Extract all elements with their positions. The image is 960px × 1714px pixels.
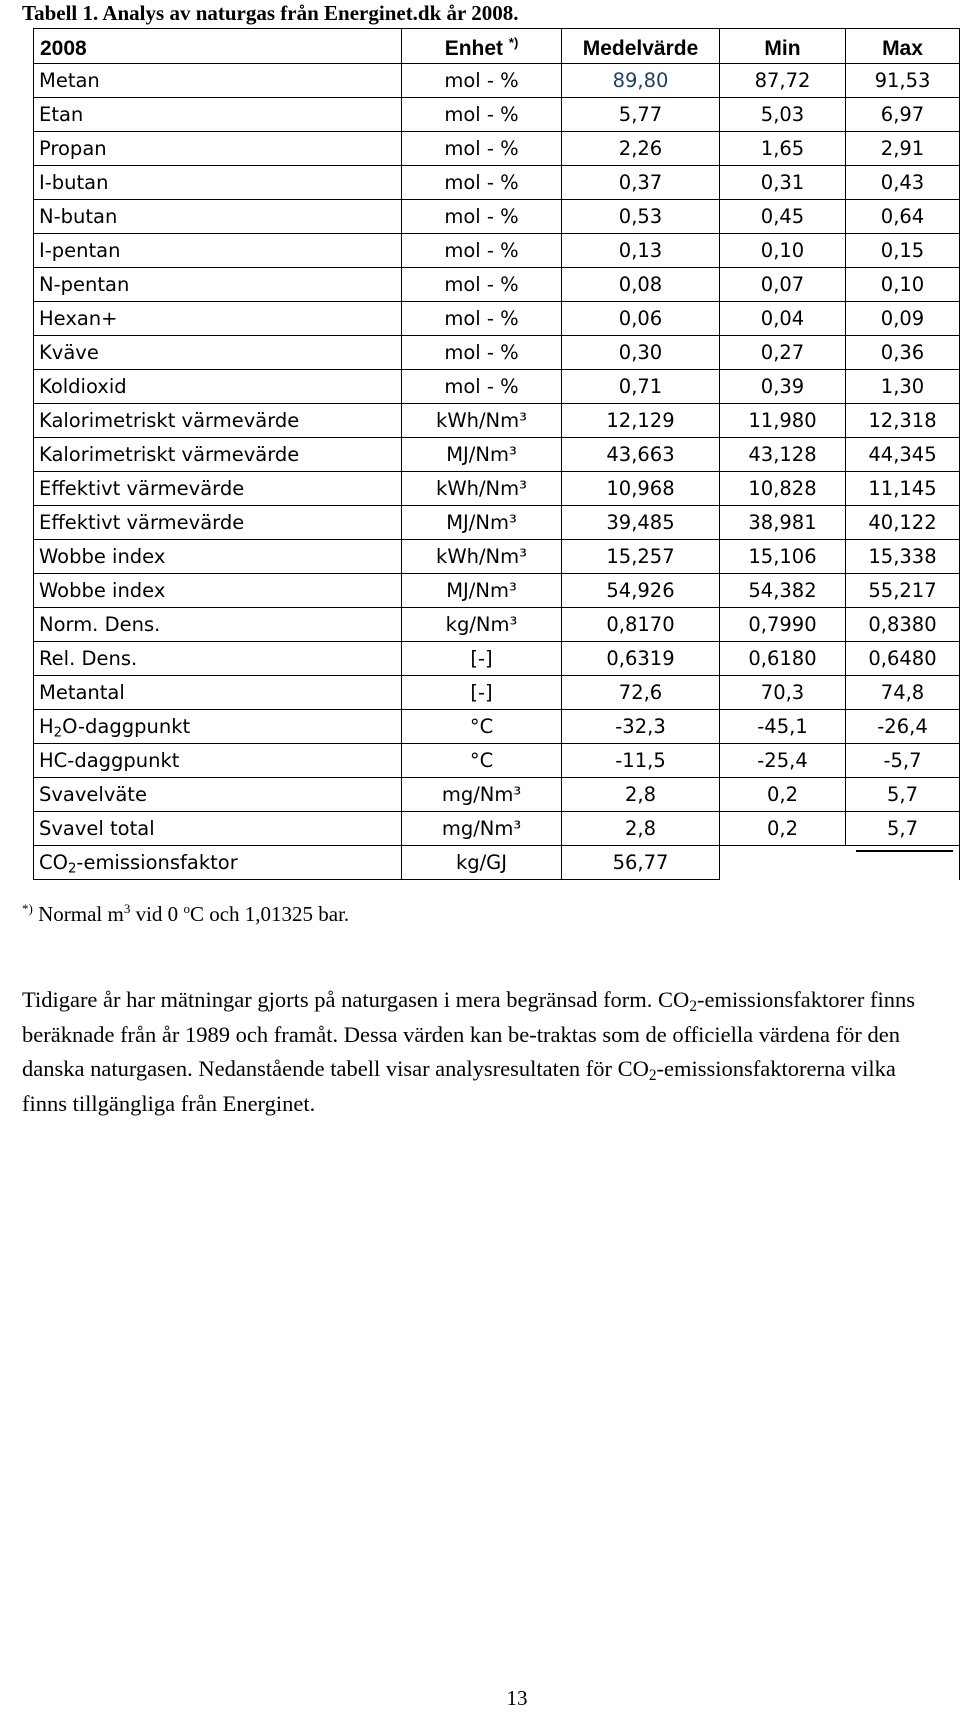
row-min: 1,65 [720,132,846,166]
row-unit: mol - % [402,370,562,404]
table-row [34,540,960,574]
row-name: Propan [34,132,402,166]
row-min: 0,10 [720,234,846,268]
row-max: 55,217 [846,574,960,608]
row-max: -26,4 [846,710,960,744]
row-max: 0,15 [846,234,960,268]
row-name: Kväve [34,336,402,370]
table-header-row [34,29,960,64]
row-max-empty [846,846,960,880]
table-row [34,642,960,676]
row-name: Metantal [34,676,402,710]
body-paragraph [22,983,922,1121]
row-mean: 89,80 [562,64,720,98]
row-max: -5,7 [846,744,960,778]
row-mean: 2,26 [562,132,720,166]
row-min: 38,981 [720,506,846,540]
table-caption: Tabell 1. Analys av naturgas från Energinet.dk år 2008. [22,1,519,25]
row-name-suffix: -emissionsfaktor [76,851,238,874]
table-row [34,268,960,302]
row-mean: 2,8 [562,812,720,846]
table-row [34,574,960,608]
table-row [34,200,960,234]
table-row [34,438,960,472]
row-name-suffix: O-daggpunkt [62,715,191,738]
row-name: Norm. Dens. [34,608,402,642]
header-min: Min [720,29,846,64]
header-mean: Medelvärde [562,29,720,64]
table-row [34,98,960,132]
row-unit: mg/Nm³ [402,778,562,812]
row-unit: °C [402,744,562,778]
row-name: Svavelväte [34,778,402,812]
row-min: 43,128 [720,438,846,472]
row-unit: [-] [402,676,562,710]
row-unit: mol - % [402,166,562,200]
row-mean: 72,6 [562,676,720,710]
row-unit: MJ/Nm³ [402,438,562,472]
row-min: 5,03 [720,98,846,132]
row-max: 0,64 [846,200,960,234]
row-unit: mol - % [402,64,562,98]
row-min: 0,2 [720,812,846,846]
table-row [34,744,960,778]
row-mean: 12,129 [562,404,720,438]
row-name: Rel. Dens. [34,642,402,676]
table-row [34,846,960,880]
row-name: HC-daggpunkt [34,744,402,778]
paragraph-sub-1: 2 [689,997,697,1015]
footnote [22,900,349,928]
table-row [34,676,960,710]
table-row [34,336,960,370]
row-unit: mol - % [402,336,562,370]
row-mean: 56,77 [562,846,720,880]
table-row [34,166,960,200]
row-min: 11,980 [720,404,846,438]
row-unit: MJ/Nm³ [402,506,562,540]
row-max: 1,30 [846,370,960,404]
table-row [34,472,960,506]
table-row [34,234,960,268]
row-max: 5,7 [846,812,960,846]
footnote-text-2: vid 0 [130,902,184,926]
row-min: 87,72 [720,64,846,98]
row-min-empty [720,846,846,880]
row-name [34,710,402,744]
row-mean: 5,77 [562,98,720,132]
row-min: -45,1 [720,710,846,744]
row-unit: mol - % [402,98,562,132]
row-max: 0,10 [846,268,960,302]
row-mean: 0,30 [562,336,720,370]
table-row [34,812,960,846]
row-min: 0,04 [720,302,846,336]
row-unit: kWh/Nm³ [402,404,562,438]
row-name-prefix: H [39,715,54,738]
row-name: I-pentan [34,234,402,268]
row-name: Kalorimetriskt värmevärde [34,438,402,472]
row-name: N-pentan [34,268,402,302]
row-unit: kWh/Nm³ [402,472,562,506]
row-max: 5,7 [846,778,960,812]
table-row [34,506,960,540]
row-max: 0,6480 [846,642,960,676]
row-mean: 0,13 [562,234,720,268]
row-max: 0,09 [846,302,960,336]
row-min: 0,2 [720,778,846,812]
row-min: 0,6180 [720,642,846,676]
row-name: Koldioxid [34,370,402,404]
row-mean: 0,37 [562,166,720,200]
paragraph-part-2: -emissionsfaktorer finns beräknade från år 1989 och framåt. Dessa värden kan be-traktas som de officiella värdena för den danska naturgasen. Nedanstående tabell visar analysresultaten för CO [22,987,916,1081]
table-row [34,778,960,812]
table-row [34,404,960,438]
row-name: Hexan+ [34,302,402,336]
row-mean: 43,663 [562,438,720,472]
row-min: 0,39 [720,370,846,404]
row-name: N-butan [34,200,402,234]
row-min: 0,31 [720,166,846,200]
row-max: 11,145 [846,472,960,506]
row-min: 0,07 [720,268,846,302]
header-unit-label: Enhet [444,36,504,60]
row-max: 2,91 [846,132,960,166]
row-name: Metan [34,64,402,98]
page-number: 13 [506,1686,528,1710]
row-name [34,846,402,880]
row-max: 0,8380 [846,608,960,642]
row-name: I-butan [34,166,402,200]
row-name: Etan [34,98,402,132]
row-name: Wobbe index [34,574,402,608]
row-mean: 10,968 [562,472,720,506]
table-row [34,370,960,404]
row-unit: mol - % [402,200,562,234]
row-mean: 0,08 [562,268,720,302]
row-mean: 39,485 [562,506,720,540]
paragraph-sub-2: 2 [648,1066,657,1084]
footnote-sup-m: 3 [123,901,131,917]
paragraph-part-1: Tidigare år har mätningar gjorts på naturgasen i mera begränsad form. CO [22,987,690,1012]
table-row [34,608,960,642]
row-mean: 0,53 [562,200,720,234]
row-mean: -32,3 [562,710,720,744]
row-max: 74,8 [846,676,960,710]
table-body [34,64,960,880]
header-unit [402,29,562,64]
row-name: Kalorimetriskt värmevärde [34,404,402,438]
footnote-mark: *) [22,901,33,917]
row-max: 40,122 [846,506,960,540]
row-mean: 54,926 [562,574,720,608]
row-max: 0,43 [846,166,960,200]
gas-analysis-table [33,28,960,880]
row-min: 54,382 [720,574,846,608]
header-max: Max [846,29,960,64]
row-max: 12,318 [846,404,960,438]
row-unit: mol - % [402,234,562,268]
table-row [34,132,960,166]
paragraph-part-3: -emissionsfaktorerna vilka finns tillgängliga från Energinet. [22,1056,896,1116]
row-max: 0,36 [846,336,960,370]
row-mean: 0,71 [562,370,720,404]
row-name-prefix: CO [39,851,68,874]
row-unit: kg/Nm³ [402,608,562,642]
row-unit: mg/Nm³ [402,812,562,846]
row-unit: [-] [402,642,562,676]
row-max: 15,338 [846,540,960,574]
row-min: 0,27 [720,336,846,370]
row-unit: mol - % [402,302,562,336]
row-name: Svavel total [34,812,402,846]
row-mean: 2,8 [562,778,720,812]
row-min: 0,7990 [720,608,846,642]
row-name: Effektivt värmevärde [34,472,402,506]
table-row [34,302,960,336]
row-max: 6,97 [846,98,960,132]
header-year: 2008 [34,29,402,64]
header-unit-note: *) [508,34,519,50]
row-mean: 0,8170 [562,608,720,642]
row-min: 15,106 [720,540,846,574]
row-name-subscript: 2 [53,725,63,741]
row-mean: -11,5 [562,744,720,778]
row-name: Effektivt värmevärde [34,506,402,540]
footnote-text-3: C och 1,01325 bar. [189,902,350,926]
row-unit: mol - % [402,268,562,302]
row-mean: 15,257 [562,540,720,574]
row-min: 10,828 [720,472,846,506]
row-unit: kWh/Nm³ [402,540,562,574]
table-row [34,64,960,98]
row-max: 91,53 [846,64,960,98]
row-name-subscript: 2 [67,861,77,877]
row-name: Wobbe index [34,540,402,574]
row-mean: 0,06 [562,302,720,336]
footnote-sup-o: o [183,901,190,917]
row-max: 44,345 [846,438,960,472]
footnote-text-1: Normal m [32,902,124,926]
divider-line [856,850,954,852]
row-unit: kg/GJ [402,846,562,880]
row-min: 70,3 [720,676,846,710]
table-row [34,710,960,744]
row-unit: MJ/Nm³ [402,574,562,608]
row-min: -25,4 [720,744,846,778]
row-mean: 0,6319 [562,642,720,676]
row-unit: °C [402,710,562,744]
row-min: 0,45 [720,200,846,234]
row-unit: mol - % [402,132,562,166]
